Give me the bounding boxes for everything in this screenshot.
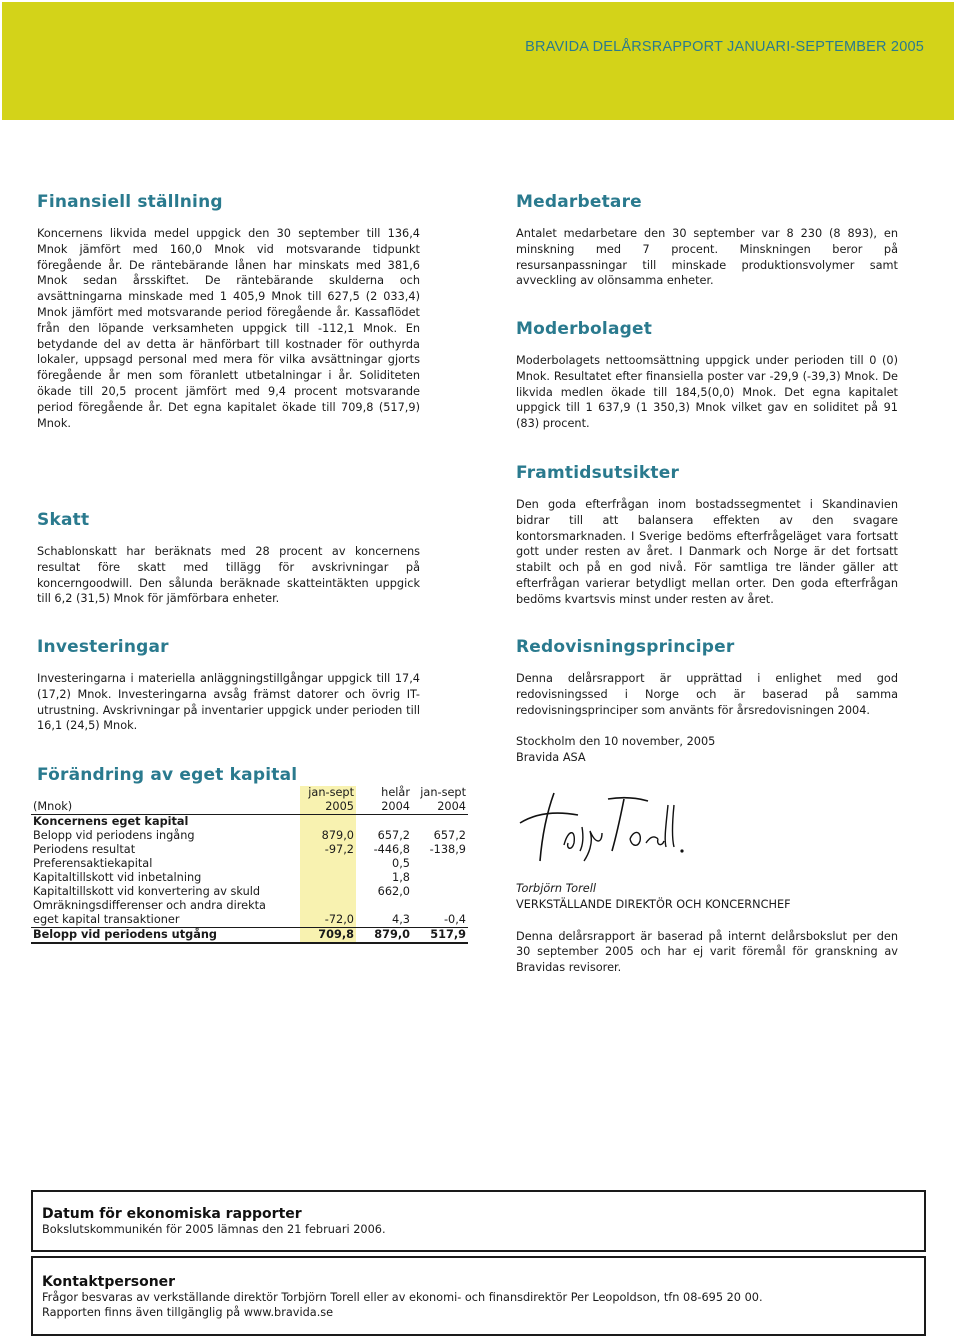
cell-value: helår — [381, 786, 410, 799]
section-redovisning — [516, 637, 898, 766]
equity-table — [31, 786, 468, 944]
cell-value: -138,9 — [429, 843, 466, 856]
text-investeringar: Investeringarna i materiella anläggningstillgångar uppgick till 17,4 (17,2) Mnok. Investeringarna avsåg främst datorer och övrig IT-utrustning. Avskrivningar på inventarier uppgick under perioden till 16,1 (24,5) Mnok. — [37, 672, 420, 733]
cell-value: 2004 — [437, 800, 466, 813]
cell-value: -97,2 — [300, 843, 356, 857]
table-header-row-1 — [31, 786, 468, 800]
row-label: Belopp vid periodens utgång — [31, 928, 300, 944]
cell-value — [300, 885, 356, 899]
cell-value — [300, 815, 356, 830]
row-label: Koncernens eget kapital — [31, 815, 300, 830]
cell-value — [412, 815, 468, 830]
heading-kontakt: Kontaktpersoner — [42, 1274, 176, 1290]
text-moderbolaget: Moderbolagets nettoomsättning uppgick under perioden till 0 (0) Mnok. Resultatet efter finansiella poster var -29,9 (-39,3) Mnok. De likvida medlen ökade till 184,5(0,0) Mnok. Det egna kapitalet uppgick till 1 637,9 (1 350,3) Mnok vilket gav en soliditet på 91 (83) procent. — [516, 354, 898, 431]
cell-value: 4,3 — [392, 913, 410, 926]
cell-value: 517,9 — [412, 928, 468, 944]
heading-framtidsutsikter: Framtidsutsikter — [516, 463, 680, 483]
section-investeringar — [37, 637, 420, 734]
cell-value — [300, 899, 356, 913]
text-kontakt-line2: Rapporten finns även tillgänglig på www.bravida.se — [42, 1306, 334, 1319]
cell-value: 0,5 — [392, 857, 410, 870]
cell-value: -446,8 — [373, 843, 410, 856]
text-note: Denna delårsrapport är baserad på internt delårsbokslut per den 30 september 2005 och har ej varit föremål för granskning av Bravidas revisorer. — [516, 929, 898, 975]
text-redovisning: Denna delårsrapport är upprättad i enlighet med god redovisningssed i Norge och är baserad på samma redovisningsprinciper som använts för årsredovisningen 2004. — [516, 672, 898, 717]
cell-value: 1,8 — [392, 871, 410, 884]
signer-title: VERKSTÄLLANDE DIREKTÖR OCH KONCERNCHEF — [516, 897, 791, 911]
heading-forandring: Förändring av eget kapital — [37, 765, 298, 785]
signer-name: Torbjörn Torell — [516, 882, 596, 895]
cell-value: 657,2 — [433, 829, 466, 842]
table-row — [31, 885, 468, 899]
cell-value — [412, 899, 468, 913]
row-label: Belopp vid periodens ingång — [33, 829, 195, 842]
box-datum — [31, 1190, 926, 1252]
table-row — [31, 871, 468, 885]
heading-redovisning: Redovisningsprinciper — [516, 637, 735, 657]
company-name: Bravida ASA — [516, 751, 586, 765]
heading-skatt: Skatt — [37, 510, 90, 530]
cell-value — [300, 857, 356, 871]
section-finansiell — [37, 192, 420, 431]
cell-value — [356, 815, 412, 830]
row-label: Periodens resultat — [33, 843, 136, 856]
cell-value — [412, 857, 468, 871]
row-label: Omräkningsdifferenser och andra direkta — [33, 899, 266, 912]
heading-investeringar: Investeringar — [37, 637, 169, 657]
table-row — [31, 843, 468, 857]
table-row — [31, 829, 468, 843]
cell-value: -72,0 — [300, 913, 356, 928]
report-title: BRAVIDA DELÅRSRAPPORT JANUARI-SEPTEMBER 2005 — [525, 39, 924, 55]
row-label: eget kapital transaktioner — [33, 913, 180, 926]
text-kontakt-line1: Frågor besvaras av verkställande direktör Torbjörn Torell eller av ekonomi- och finansdirektör Per Leopoldson, tfn 08-695 20 00. — [42, 1291, 763, 1304]
cell-value: 2005 — [300, 800, 356, 815]
header-banner — [2, 2, 954, 120]
text-skatt: Schablonskatt har beräknats med 28 procent av koncernens resultat före skatt med tillägg för avskrivningar på koncerngoodwill. Den sålunda beräknade skatteintäkten uppgick till 6,2 (31,5) Mnok för jämförbara enheter. — [37, 545, 420, 606]
cell-value: 2004 — [381, 800, 410, 813]
place-date: Stockholm den 10 november, 2005 — [516, 735, 716, 749]
box-kontakt — [31, 1256, 926, 1336]
section-moderbolaget — [516, 319, 898, 432]
section-forandring — [37, 765, 420, 785]
section-skatt — [37, 510, 420, 607]
cell-value: jan-sept — [420, 786, 466, 799]
cell-value: 657,2 — [377, 829, 410, 842]
section-signer — [516, 881, 898, 976]
row-label: Kapitaltillskott vid inbetalning — [33, 871, 202, 884]
signature-image — [516, 785, 686, 865]
cell-value: 879,0 — [300, 829, 356, 843]
table-header-row-2 — [31, 800, 468, 815]
cell-value — [356, 899, 412, 913]
table-row — [31, 913, 468, 928]
cell-value: jan-sept — [300, 786, 356, 800]
text-datum: Bokslutskommunikén för 2005 lämnas den 21 februari 2006. — [42, 1223, 386, 1236]
section-framtidsutsikter — [516, 463, 898, 608]
text-medarbetare: Antalet medarbetare den 30 september var 8 230 (8 893), en minskning med 7 procent. Minskningen beror på resursanpassningar till minskade produktionsvolymer samt avveckling av olönsamma enheter. — [516, 227, 898, 288]
row-label: (Mnok) — [33, 800, 73, 813]
cell-value: 709,8 — [300, 928, 356, 944]
row-label: Kapitaltillskott vid konvertering av skuld — [33, 885, 261, 898]
heading-moderbolaget: Moderbolaget — [516, 319, 653, 339]
cell-value: 662,0 — [377, 885, 410, 898]
cell-value — [412, 885, 468, 899]
table-total-row — [31, 928, 468, 944]
text-finansiell: Koncernens likvida medel uppgick den 30 september till 136,4 Mnok jämfört med 160,0 Mnok vid motsvarande tidpunkt föregående år. De räntebärande lånen har minskats med 381,6 Mnok sedan årsskiftet. De räntebärande skulderna och avsättningarna minskade med 1 405,9 Mnok till 627,5 (2 033,4) Mnok jämfört med motsvarande period föregående år. Kassaflödet från den löpande verksamheten uppgick till -112,1 Mnok. En betydande del av detta är hänförbart till kostnader för outhyrda lokaler, uppsagd personal med mera för vilka avsättningar gjorts föregående år men som föranlett utbetalningar i år. Soliditeten ökade till 20,5 procent jämfört med 9,4 procent motsvarande period föregående år. Det egna kapitalet ökade till 709,8 (517,9) Mnok. — [37, 227, 420, 430]
row-label: Preferensaktiekapital — [33, 857, 153, 870]
row-label — [31, 786, 300, 800]
heading-datum: Datum för ekonomiska rapporter — [42, 1206, 302, 1222]
text-framtidsutsikter: Den goda efterfrågan inom bostadssegmentet i Skandinavien bidrar till att balansera effekten av den svagare kontorsmarknaden. I Sverige bedöms efterfrågeläget vara fortsatt gott under resten av året. I Danmark och Norge är det fortsatt stabilt och på en god nivå. För samtliga tre länder gäller att efterfrågan varierar betydligt mellan orter. Den goda efterfrågan bedöms kvartsvis minst under resten av året. — [516, 498, 898, 606]
table-row — [31, 815, 468, 830]
cell-value — [300, 871, 356, 885]
cell-value — [412, 871, 468, 885]
cell-value: 879,0 — [356, 928, 412, 944]
heading-finansiell: Finansiell ställning — [37, 192, 223, 212]
cell-value: -0,4 — [443, 913, 466, 926]
table-row — [31, 857, 468, 871]
table-row — [31, 899, 468, 913]
heading-medarbetare: Medarbetare — [516, 192, 642, 212]
section-medarbetare — [516, 192, 898, 289]
